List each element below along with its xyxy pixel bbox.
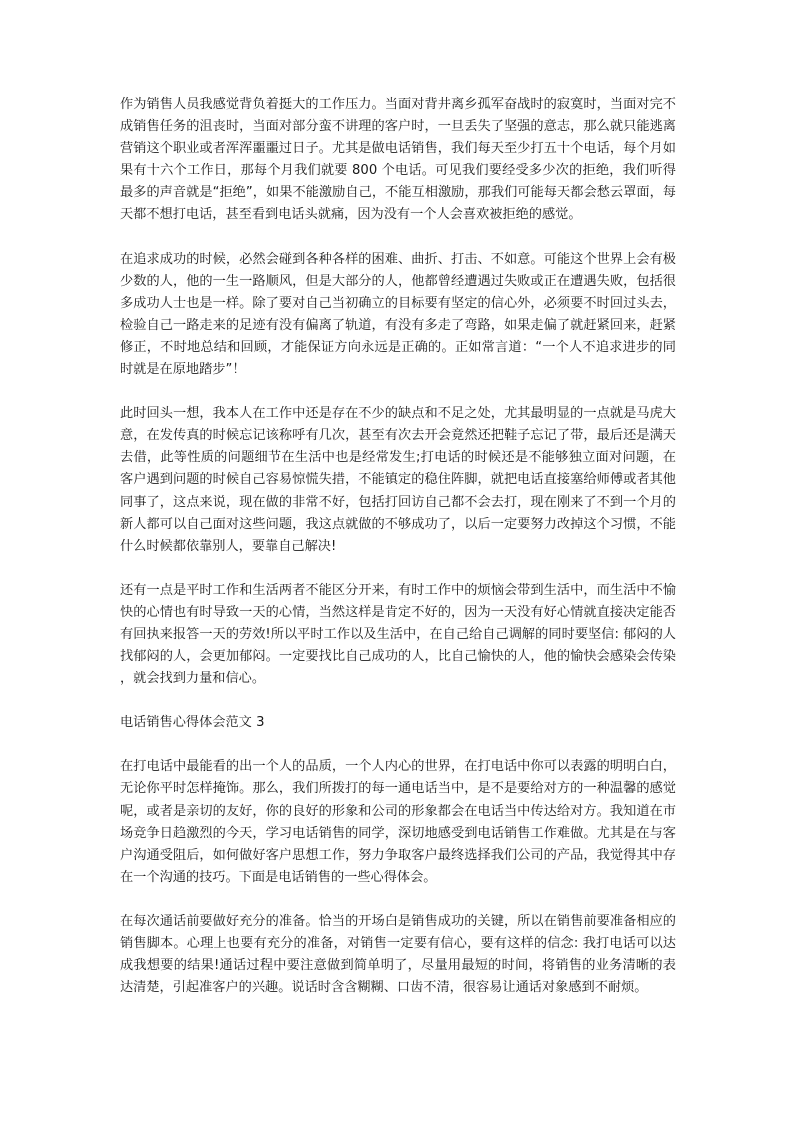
paragraph-work-life: 还有一点是平时工作和生活两者不能区分开来，有时工作中的烦恼会带到生活中，而生活中不愉快的心情也有时导致一天的心情，当然这样是肯定不好的，因为一天没有好心情就直接决定能否有回执来报答一天的劳效!所以平时工作以及生活中，在自己给自己调解的同时要坚信: 郁闷的人找郁闷的人，会更加郁闷。一定要找比自己成功的人，比自己愉快的人，他的愉快会感染会传染，就会找到力量和信心。	[120, 582, 676, 687]
paragraph-reflection: 此时回头一想，我本人在工作中还是存在不少的缺点和不足之处，尤其最明显的一点就是马虎大意，在发传真的时候忘记该称呼有几次，甚至有次去开会竟然还把鞋子忘记了带，最后还是满天去借，此等性质的问题细节在生活中也是经常发生;打电话的时候还是不能够独立面对问题，在客户遇到问题的时候自己容易惊慌失措，不能镇定的稳住阵脚，就把电话直接塞给师傅或者其他同事了，这点来说，现在做的非常不好，包括打回访自己都不会去打，现在刚来了不到一个月的新人都可以自己面对这些问题，我这点就做的不够成功了，以后一定要努力改掉这个习惯，不能什么时候都依靠别人，要靠自己解决!	[120, 406, 676, 554]
paragraph-phone-quality: 在打电话中最能看的出一个人的品质，一个人内心的世界，在打电话中你可以表露的明明白白，无论你平时怎样掩饰。那么，我们所拨打的每一通电话当中，是不是要给对方的一种温馨的感觉呢，或者是亲切的友好，你的良好的形象和公司的形象都会在电话当中传达给对方。我知道在市场竞争日趋激烈的今天，学习电话销售的同学，深切地感受到电话销售工作难做。尤其是在与客户沟通受阻后，如何做好客户思想工作，努力争取客户最终选择我们公司的产品，我觉得其中存在一个沟通的技巧。下面是电话销售的一些心得体会。	[120, 759, 676, 885]
document-body	[120, 94, 676, 1021]
section-heading: 电话销售心得体会范文 3	[120, 715, 265, 731]
paragraph-success: 在追求成功的时候，必然会碰到各种各样的困难、曲折、打击、不如意。可能这个世界上会有极少数的人，他的一生一路顺风，但是大部分的人，他都曾经遭遇过失败或正在遭遇失败，包括很多成功人士也是一样。除了要对自己当初确立的目标要有坚定的信心外，必须要不时回过头去，检验自己一路走来的足迹有没有偏离了轨道，有没有多走了弯路，如果走偏了就赶紧回来，赶紧修正，不时地总结和回顾，才能保证方向永远是正确的。正如常言道：“一个人不追求进步的同时就是在原地踏步”！	[120, 251, 676, 378]
paragraph-preparation: 在每次通话前要做好充分的准备。恰当的开场白是销售成功的关键，所以在销售前要准备相应的销售脚本。心理上也要有充分的准备，对销售一定要有信心，要有这样的信念: 我打电话可以达成我想要的结果!通话过程中要注意做到简单明了，尽量用最短的时间，将销售的业务清晰的表达清楚，引起准客户的兴趣。说话时含含糊糊、口齿不清，很容易让通话对象感到不耐烦。	[120, 913, 676, 996]
paragraph-pressure: 作为销售人员我感觉背负着挺大的工作压力。当面对背井离乡孤军奋战时的寂寞时，当面对完不成销售任务的沮丧时，当面对部分蛮不讲理的客户时，一旦丢失了坚强的意志，那么就只能逃离营销这个职业或者浑浑噩噩过日子。尤其是做电话销售，我们每天至少打五十个电话，每个月如果有十六个工作日，那每个月我们就要 800 个电话。可见我们要经受多少次的拒绝，我们听得最多的声音就是“拒绝”，如果不能激励自己，不能互相激励，那我们可能每天都会愁云罩面，每天都不想打电话，甚至看到电话头就痛，因为没有一个人会喜欢被拒绝的感觉。	[120, 97, 676, 223]
